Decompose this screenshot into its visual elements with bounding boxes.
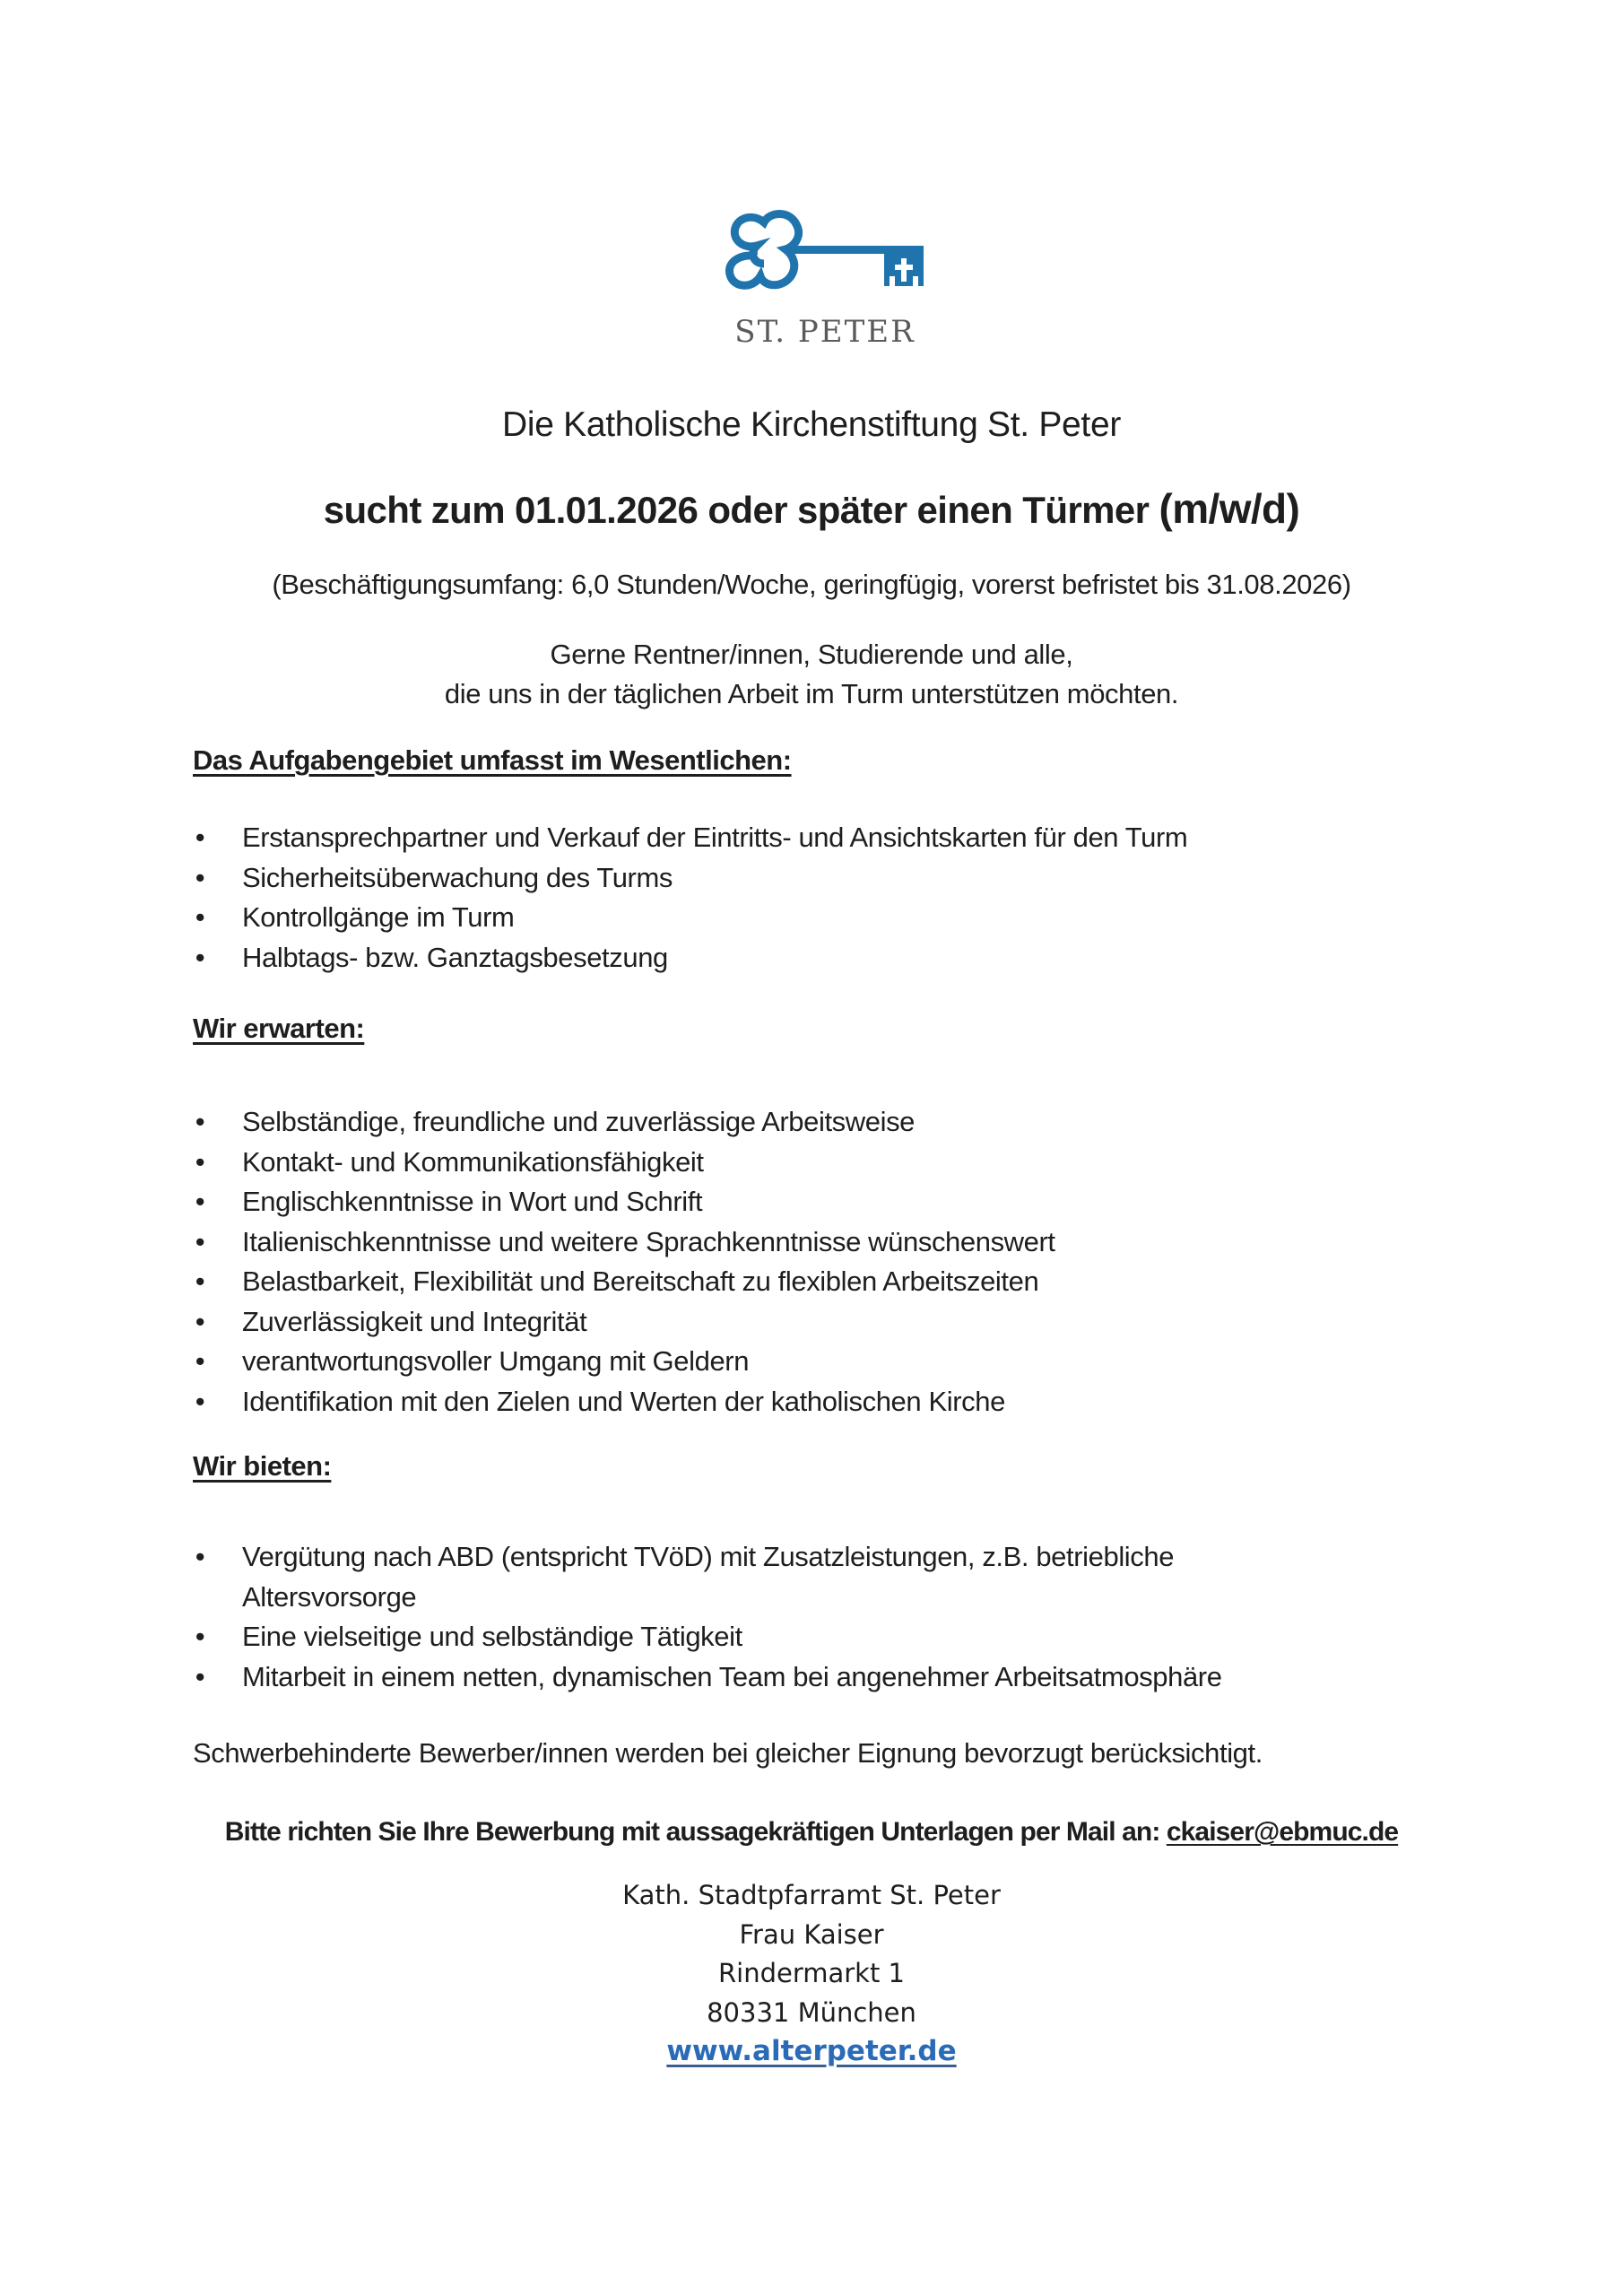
list-item: • Belastbarkeit, Flexibilität und Bereitschaft zu flexiblen Arbeitszeiten <box>187 1262 1515 1302</box>
list-item: • verantwortungsvoller Umgang mit Geldern <box>187 1342 1515 1382</box>
list-item: • Sicherheitsüberwachung des Turms <box>187 858 1515 899</box>
address-line-3: Rindermarkt 1 <box>717 1958 906 1988</box>
website-link[interactable]: www.alterpeter.de <box>666 2035 957 2067</box>
list-item: • Eine vielseitige und selbständige Tätigkeit <box>187 1617 1515 1657</box>
expectations-list <box>187 1102 1515 1422</box>
section-heading-expectations: Wir erwarten: <box>193 1013 365 1044</box>
list-item: • Erstansprechpartner und Verkauf der Eintritts- und Ansichtskarten für den Turm <box>187 818 1515 858</box>
list-item: • Mitarbeit in einem netten, dynamischen Team bei angenehmer Arbeitsatmosphäre <box>187 1657 1515 1698</box>
gender-suffix: (m/w/d) <box>1159 485 1300 532</box>
offer-list <box>187 1537 1515 1697</box>
list-item: • Italienischkenntnisse und weitere Sprachkenntnisse wünschenswert <box>187 1222 1515 1263</box>
organization-name: Die Katholische Kirchenstiftung St. Peter <box>501 405 1122 444</box>
bullet-icon: • <box>195 901 205 933</box>
list-item: • Kontrollgänge im Turm <box>187 898 1515 938</box>
bullet-icon: • <box>195 822 205 853</box>
bullet-icon: • <box>195 1106 205 1137</box>
list-item: • Englischkenntnisse in Wort und Schrift <box>187 1182 1515 1222</box>
logo-text: ST. PETER <box>734 314 916 350</box>
address-line-1: Kath. Stadtpfarramt St. Peter <box>622 1880 1001 1910</box>
list-item: • Vergütung nach ABD (entspricht TVöD) mit Zusatzleistungen, z.B. betriebliche Altersvorsorge <box>187 1537 1309 1617</box>
job-headline-text: sucht zum 01.01.2026 oder später einen Türmer <box>323 489 1150 531</box>
list-item: • Selbständige, freundliche und zuverlässige Arbeitsweise <box>187 1102 1515 1143</box>
address-line-4: 80331 München <box>707 1996 916 2028</box>
bullet-icon: • <box>195 1345 205 1377</box>
email-link[interactable]: ckaiser@ebmuc.de <box>1166 1817 1399 1847</box>
bullet-icon: • <box>195 1305 205 1337</box>
bullet-icon: • <box>195 1385 205 1417</box>
employment-scope: (Beschäftigungsumfang: 6,0 Stunden/Woche, geringfügig, vorerst befristet bis 31.08.2026) <box>272 569 1351 600</box>
list-item: • Zuverlässigkeit und Integrität <box>187 1302 1515 1343</box>
invitation-text <box>0 635 1623 714</box>
bullet-icon: • <box>195 1225 205 1257</box>
bullet-icon: • <box>195 1145 205 1178</box>
address-block <box>0 1876 1623 2072</box>
list-item: • Halbtags- bzw. Ganztagsbesetzung <box>187 938 1515 978</box>
bullet-icon: • <box>195 941 205 973</box>
bullet-icon: • <box>195 1186 205 1217</box>
st-peter-logo <box>717 208 933 356</box>
bullet-icon: • <box>195 861 205 893</box>
section-heading-offer: Wir bieten: <box>193 1450 332 1482</box>
bullet-icon: • <box>195 1265 205 1297</box>
job-headline <box>0 484 1623 533</box>
application-text: Bitte richten Sie Ihre Bewerbung mit aussagekräftigen Unterlagen per Mail an: <box>224 1817 1160 1847</box>
bullet-icon: • <box>195 1660 205 1692</box>
section-heading-tasks: Das Aufgabengebiet umfasst im Wesentlichen: <box>193 744 792 776</box>
list-item: • Identifikation mit den Zielen und Werten der katholischen Kirche <box>187 1382 1515 1422</box>
invitation-line-2: die uns in der täglichen Arbeit im Turm unterstützen möchten. <box>444 678 1179 709</box>
list-item: • Kontakt- und Kommunikationsfähigkeit <box>187 1143 1515 1183</box>
bullet-icon: • <box>195 1541 205 1572</box>
disability-note: Schwerbehinderte Bewerber/innen werden bei gleicher Eignung bevorzugt berücksichtigt. <box>193 1737 1263 1769</box>
invitation-line-1: Gerne Rentner/innen, Studierende und alle, <box>550 639 1073 670</box>
tasks-list <box>187 818 1515 978</box>
address-line-2: Frau Kaiser <box>739 1918 884 1950</box>
key-with-cross-icon <box>717 208 933 307</box>
bullet-icon: • <box>195 1621 205 1652</box>
application-instruction <box>0 1817 1623 1848</box>
